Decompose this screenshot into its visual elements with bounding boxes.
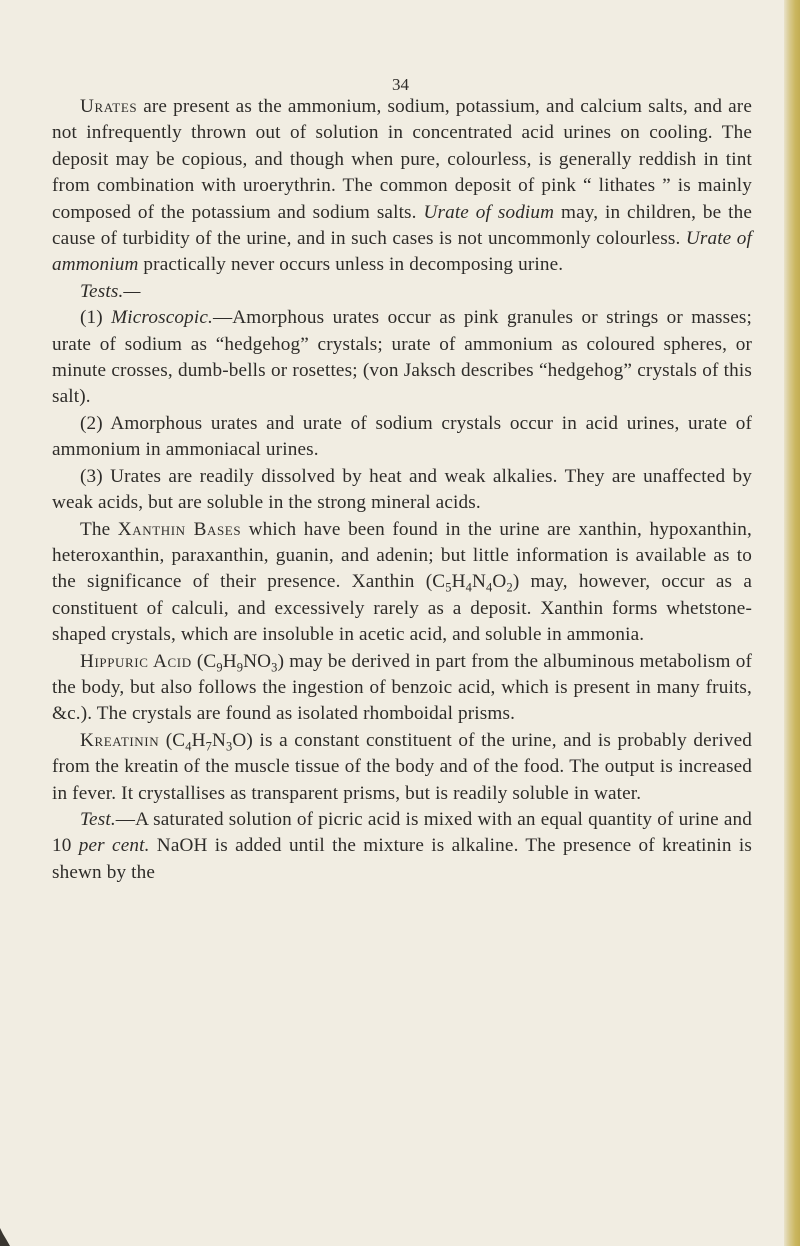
page-number: 34 xyxy=(392,75,409,94)
scan-corner-mark-icon xyxy=(0,1228,10,1246)
term-per-cent: per cent. xyxy=(78,835,150,857)
page-body xyxy=(52,94,752,886)
paragraph-hippuric-acid: Hippuric Acid $(C_9H_9NO_3)$ may be derived in part from the albuminous metabolism of the body, but also follows the ingestion of benzoic acid, which is present in many fruits, &c.). The crystals are found as isolated rhomboidal prisms. xyxy=(52,650,752,725)
term-urates: Urates xyxy=(80,96,138,117)
term-urate-of-sodium: Urate of sodium xyxy=(423,201,555,223)
paragraph-kreatinin: Kreatinin $(C_4H_7N_3O)$ is a constant constituent of the urine, and is probably derived from the kreatin of the muscle tissue of the body and of the food. The output is increased in fever. It crystallises as transparent prisms, but is readily soluble in water. xyxy=(52,729,752,804)
paragraph-test-3: (3) Urates are readily dissolved by heat and weak alkalies. They are unaffected by weak acids, but are soluble in the strong mineral acids. xyxy=(52,465,752,514)
term-kreatinin: Kreatinin xyxy=(80,729,160,751)
term-test: Test. xyxy=(80,808,116,830)
paragraph-xanthin: The Xanthin Bases which have been found in the urine are xanthin, hypoxanthin, heteroxanthin, paraxanthin, guanin, and adenin; but little information is available as to the significance of their presence. Xanthin $(C_5H_4N_4O_2)$ may, however, occur as a constituent of calculi, and excessively rarely as a deposit. Xanthin forms whetstone-shaped crystals, which are insoluble in acetic acid, and soluble in ammonia. xyxy=(52,518,752,646)
paragraph-urates: Urates are present as the ammonium, sodium, potassium, and calcium salts, and are not infrequently thrown out of solution in concentrated acid urines on cooling. The deposit may be copious, and though when pure, colourless, is generally reddish in tint from combination with uroerythrin. The common deposit of pink “ lithates ” is mainly composed of the potassium and sodium salts. Urate of sodium may, in children, be the cause of turbidity of the urine, and in such cases is not uncommonly colourless. Urate of ammonium practically never occurs unless in decomposing urine. xyxy=(52,96,752,276)
paragraph-test-2: (2) Amorphous urates and urate of sodium crystals occur in acid urines, urate of ammonium in ammoniacal urines. xyxy=(52,412,752,461)
tests-heading: Tests.— xyxy=(80,280,141,302)
term-xanthin-bases: Xanthin Bases xyxy=(117,518,242,540)
term-urate-of-ammonium: Urate of ammonium xyxy=(52,228,752,276)
book-spine-edge xyxy=(784,0,800,1246)
paragraph-kreatinin-test: Test.—A saturated solution of picric acid is mixed with an equal quantity of urine and 10 per cent. NaOH is added until the mixture is alkaline. The presence of kreatinin is shewn by the xyxy=(52,808,752,883)
term-hippuric-acid: Hippuric Acid xyxy=(80,650,192,672)
paragraph-test-1: (1) Microscopic.—Amorphous urates occur as pink granules or strings or masses; urate of sodium as “hedgehog” crystals; urate of ammonium as coloured spheres, or minute crosses, dumb-bells or rosettes; (von Jaksch describes “hedgehog” crystals of this salt). xyxy=(52,307,752,408)
term-microscopic: Microscopic. xyxy=(111,307,213,329)
